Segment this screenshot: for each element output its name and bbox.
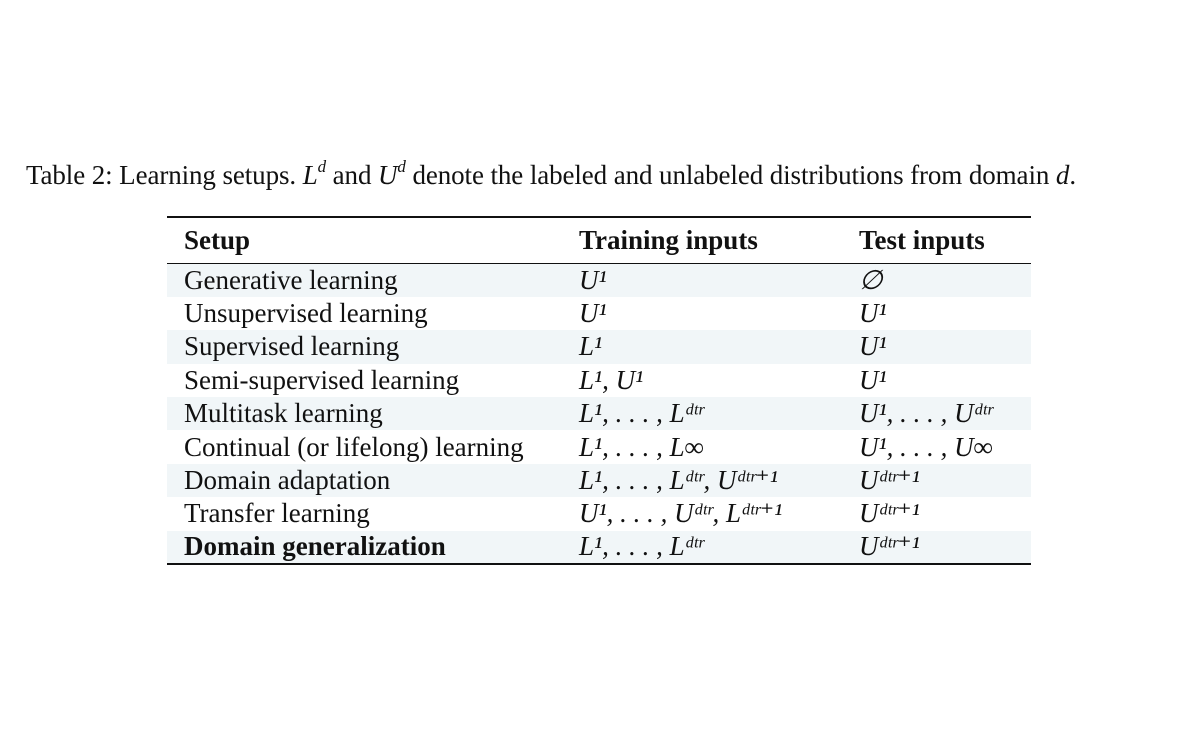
learning-setups-table	[167, 216, 1031, 565]
training-inputs-cell: U¹, . . . , Uᵈᵗʳ, Lᵈᵗʳ⁺¹	[579, 498, 783, 529]
setup-cell: Semi-supervised learning	[184, 364, 460, 395]
training-inputs-cell: U¹	[579, 264, 607, 295]
training-inputs-cell: L¹, . . . , Lᵈᵗʳ	[579, 398, 704, 429]
table-row	[167, 364, 1031, 397]
caption-prefix: Table 2: Learning setups.	[26, 160, 303, 190]
test-inputs-cell: ∅	[859, 264, 883, 295]
test-inputs-cell: U¹, . . . , U∞	[859, 431, 993, 462]
caption-superscript-l: d	[317, 157, 327, 176]
setup-cell: Generative learning	[184, 264, 398, 295]
table-row	[167, 531, 1031, 564]
caption-symbol-d: d	[1055, 160, 1070, 190]
caption-middle: denote the labeled and unlabeled distributions from domain	[405, 160, 1056, 190]
caption-and: and	[326, 160, 378, 190]
caption-symbol-u: U	[378, 160, 398, 190]
setup-cell: Domain adaptation	[184, 465, 391, 496]
caption-end: .	[1069, 160, 1076, 190]
setup-cell: Continual (or lifelong) learning	[184, 431, 524, 462]
training-inputs-cell: L¹, . . . , L∞	[579, 431, 704, 462]
training-inputs-cell: U¹	[579, 298, 607, 329]
table-row	[167, 264, 1031, 297]
caption-symbol-l: L	[302, 160, 318, 190]
training-inputs-cell: L¹, . . . , Lᵈᵗʳ, Uᵈᵗʳ⁺¹	[579, 465, 778, 496]
table-header-row	[167, 217, 1031, 264]
table-row	[167, 430, 1031, 463]
table-row	[167, 330, 1031, 363]
setup-cell: Multitask learning	[184, 398, 383, 429]
test-inputs-cell: Uᵈᵗʳ⁺¹	[859, 531, 920, 562]
training-inputs-cell: L¹, U¹	[579, 364, 644, 395]
caption-superscript-u: d	[397, 157, 406, 176]
setup-cell: Unsupervised learning	[184, 298, 428, 329]
header-setup: Setup	[184, 225, 251, 255]
setup-cell: Supervised learning	[184, 331, 400, 362]
header-test-inputs: Test inputs	[859, 225, 985, 255]
test-inputs-cell: Uᵈᵗʳ⁺¹	[859, 465, 920, 496]
test-inputs-cell: U¹	[859, 298, 887, 329]
test-inputs-cell: U¹	[859, 331, 887, 362]
training-inputs-cell: L¹	[579, 331, 603, 362]
test-inputs-cell: U¹	[859, 364, 887, 395]
test-inputs-cell: U¹, . . . , Uᵈᵗʳ	[859, 398, 993, 429]
table-row	[167, 397, 1031, 430]
training-inputs-cell: L¹, . . . , Lᵈᵗʳ	[579, 531, 704, 562]
test-inputs-cell: Uᵈᵗʳ⁺¹	[859, 498, 920, 529]
table-row	[167, 464, 1031, 497]
table-row	[167, 497, 1031, 530]
table-row	[167, 297, 1031, 330]
setup-cell-highlighted: Domain generalization	[184, 531, 446, 562]
setup-cell: Transfer learning	[184, 498, 370, 529]
table-caption	[26, 157, 1186, 191]
header-training-inputs: Training inputs	[579, 225, 758, 255]
